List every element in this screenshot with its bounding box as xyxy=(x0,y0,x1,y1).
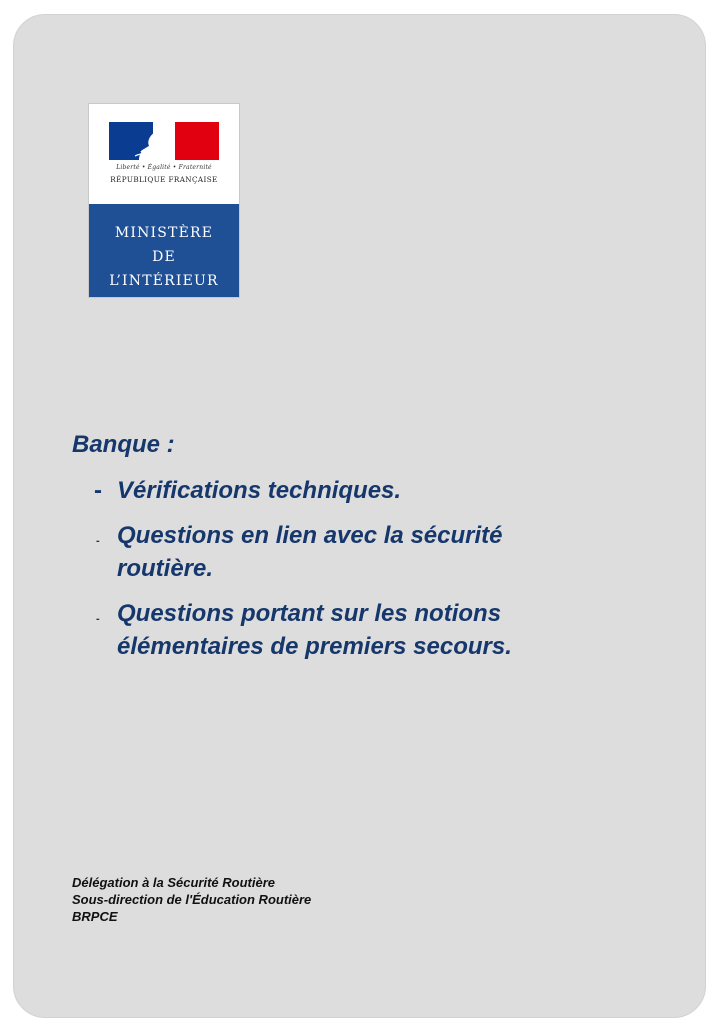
footer-line: Sous-direction de l'Éducation Routière xyxy=(72,892,312,907)
bullet-dash: - xyxy=(96,613,100,625)
list-item-text: routière. xyxy=(117,555,214,582)
footer-credits xyxy=(72,874,311,925)
banque-heading: Banque : xyxy=(72,431,175,458)
bullet-dash: - xyxy=(96,535,100,547)
list-item-text: Questions portant sur les notions xyxy=(117,600,502,627)
marianne-flag-icon xyxy=(109,122,219,162)
republique-francaise-label: RÉPUBLIQUE FRANÇAISE xyxy=(110,175,218,184)
ministere-line: L’INTÉRIEUR xyxy=(109,273,219,289)
list-item xyxy=(72,474,632,507)
footer-line: BRPCE xyxy=(72,909,118,924)
list-item xyxy=(72,597,632,663)
logo-ministere-block xyxy=(89,204,239,297)
list-item-text: élémentaires de premiers secours. xyxy=(117,633,512,660)
ministere-line: DE xyxy=(152,249,176,265)
list-item-text: Questions en lien avec la sécurité xyxy=(117,522,503,549)
bullet-dash: - xyxy=(94,477,102,504)
list-item xyxy=(72,519,632,585)
banque-section xyxy=(72,428,632,675)
ministere-line: MINISTÈRE xyxy=(114,225,214,241)
logo-republique-block xyxy=(89,104,239,204)
ministere-interieur-logo xyxy=(88,103,240,298)
banque-list xyxy=(72,474,632,663)
ministere-label xyxy=(89,221,239,293)
republic-motto: Liberté • Égalité • Fraternité xyxy=(116,164,212,171)
list-item-text: Vérifications techniques. xyxy=(117,477,402,504)
footer-line: Délégation à la Sécurité Routière xyxy=(72,875,276,890)
